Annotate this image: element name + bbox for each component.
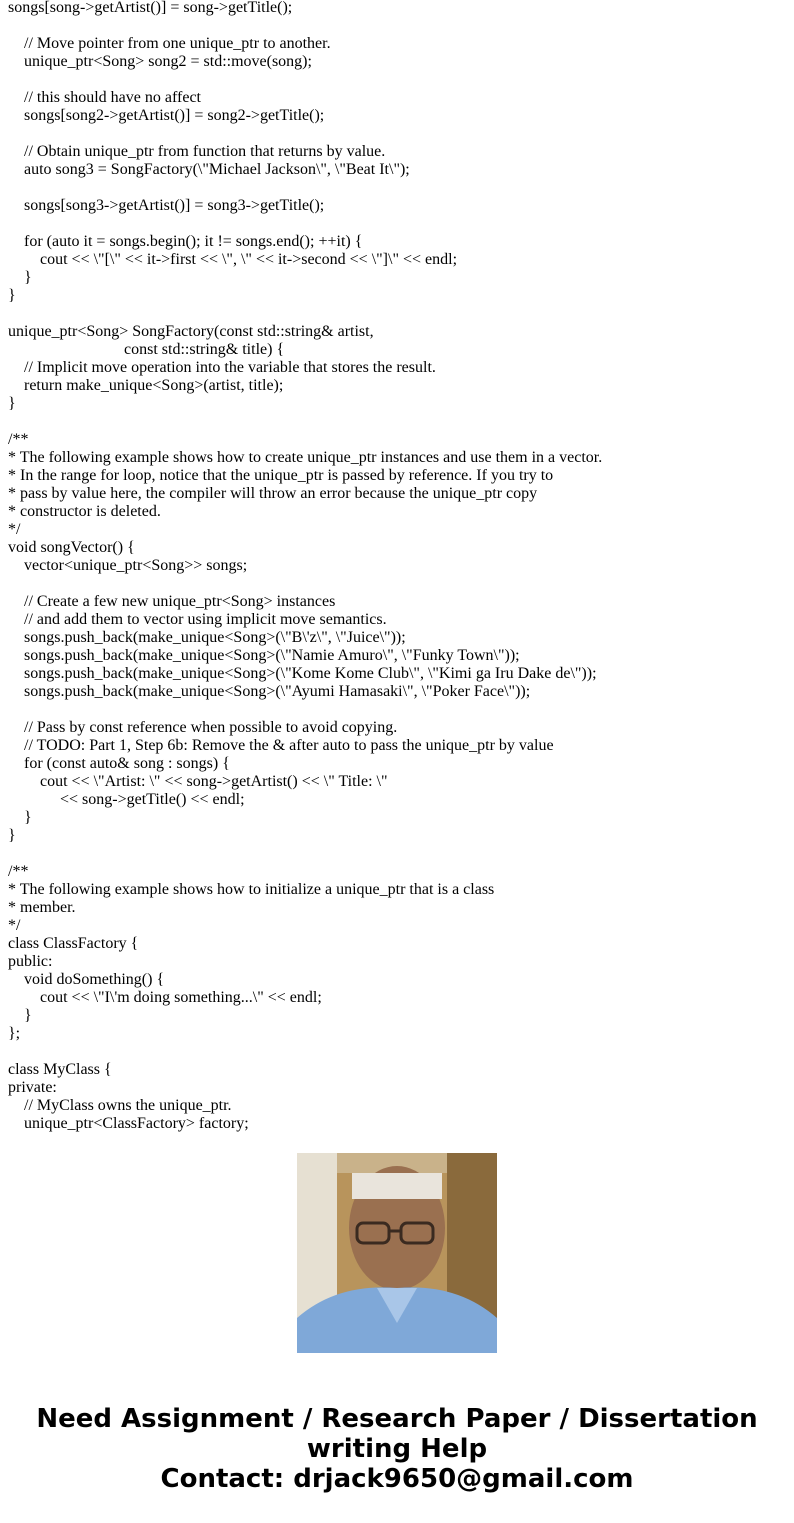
code-line: } <box>8 809 32 826</box>
code-line: // Create a few new unique_ptr<Song> instances <box>8 593 336 610</box>
code-line: } <box>8 827 16 844</box>
code-line: songs.push_back(make_unique<Song>(\"Namie Amuro\", \"Funky Town\")); <box>8 647 520 664</box>
code-line: } <box>8 1007 32 1024</box>
code-line <box>8 845 788 863</box>
code-line: class ClassFactory { <box>8 935 139 952</box>
code-line: // Move pointer from one unique_ptr to another. <box>8 35 331 52</box>
code-line <box>8 305 788 323</box>
code-line: songs[song3->getArtist()] = song3->getTitle(); <box>8 197 325 214</box>
code-line: // TODO: Part 1, Step 6b: Remove the & after auto to pass the unique_ptr by value <box>8 737 554 754</box>
code-line: * pass by value here, the compiler will throw an error because the unique_ptr copy <box>8 485 538 502</box>
promo-banner <box>0 1404 794 1494</box>
code-line: songs.push_back(make_unique<Song>(\"Ayumi Hamasaki\", \"Poker Face\")); <box>8 683 531 700</box>
code-line: unique_ptr<ClassFactory> factory; <box>8 1115 249 1132</box>
presenter-photo <box>297 1153 497 1353</box>
code-line: << song->getTitle() << endl; <box>8 791 245 808</box>
code-line: */ <box>8 917 21 934</box>
code-line <box>8 17 788 35</box>
code-line: // this should have no affect <box>8 89 201 106</box>
code-line: for (auto it = songs.begin(); it != songs.end(); ++it) { <box>8 233 363 250</box>
code-line: songs.push_back(make_unique<Song>(\"Kome Kome Club\", \"Kimi ga Iru Dake de\")); <box>8 665 597 682</box>
code-line: // Implicit move operation into the variable that stores the result. <box>8 359 436 376</box>
code-line: unique_ptr<Song> SongFactory(const std::string& artist, <box>8 323 374 340</box>
code-line: * member. <box>8 899 76 916</box>
promo-line-2: writing Help <box>306 1434 488 1464</box>
code-line <box>8 125 788 143</box>
code-line: // Pass by const reference when possible to avoid copying. <box>8 719 398 736</box>
code-line: unique_ptr<Song> song2 = std::move(song); <box>8 53 312 70</box>
code-line: songs[song2->getArtist()] = song2->getTitle(); <box>8 107 325 124</box>
code-line: // Obtain unique_ptr from function that returns by value. <box>8 143 386 160</box>
code-line: cout << \"[\" << it->first << \", \" << it->second << \"]\" << endl; <box>8 251 458 268</box>
code-line: void doSomething() { <box>8 971 165 988</box>
code-line: songs[song->getArtist()] = song->getTitle(); <box>8 0 293 16</box>
code-line <box>8 701 788 719</box>
code-line <box>8 413 788 431</box>
code-line: vector<unique_ptr<Song>> songs; <box>8 557 248 574</box>
code-line: private: <box>8 1079 57 1096</box>
code-line <box>8 1043 788 1061</box>
code-line: // and add them to vector using implicit move semantics. <box>8 611 387 628</box>
code-listing <box>8 0 788 1132</box>
code-line: * The following example shows how to initialize a unique_ptr that is a class <box>8 881 495 898</box>
code-line: * constructor is deleted. <box>8 503 161 520</box>
code-line: public: <box>8 953 53 970</box>
code-line: return make_unique<Song>(artist, title); <box>8 377 284 394</box>
code-line: class MyClass { <box>8 1061 112 1078</box>
code-line: }; <box>8 1025 21 1042</box>
code-line <box>8 71 788 89</box>
promo-contact: Contact: drjack9650@gmail.com <box>160 1464 634 1494</box>
code-line: } <box>8 287 16 304</box>
code-line: const std::string& title) { <box>8 341 285 358</box>
code-line: * The following example shows how to create unique_ptr instances and use them in a vector. <box>8 449 603 466</box>
code-line: */ <box>8 521 21 538</box>
code-line: } <box>8 395 16 412</box>
code-line <box>8 215 788 233</box>
code-line: void songVector() { <box>8 539 135 556</box>
code-line <box>8 575 788 593</box>
code-line: cout << \"I\'m doing something...\" << endl; <box>8 989 322 1006</box>
code-line: // MyClass owns the unique_ptr. <box>8 1097 232 1114</box>
code-line: * In the range for loop, notice that the unique_ptr is passed by reference. If you try to <box>8 467 554 484</box>
avatar <box>297 1153 497 1353</box>
code-line: auto song3 = SongFactory(\"Michael Jackson\", \"Beat It\"); <box>8 161 410 178</box>
code-line: for (const auto& song : songs) { <box>8 755 230 772</box>
promo-line-1: Need Assignment / Research Paper / Dissertation <box>36 1404 758 1434</box>
code-line: /** <box>8 431 29 448</box>
code-line: /** <box>8 863 29 880</box>
code-line <box>8 179 788 197</box>
code-line: cout << \"Artist: \" << song->getArtist() << \" Title: \" <box>8 773 388 790</box>
code-line: songs.push_back(make_unique<Song>(\"B\'z\", \"Juice\")); <box>8 629 406 646</box>
code-line: } <box>8 269 32 286</box>
